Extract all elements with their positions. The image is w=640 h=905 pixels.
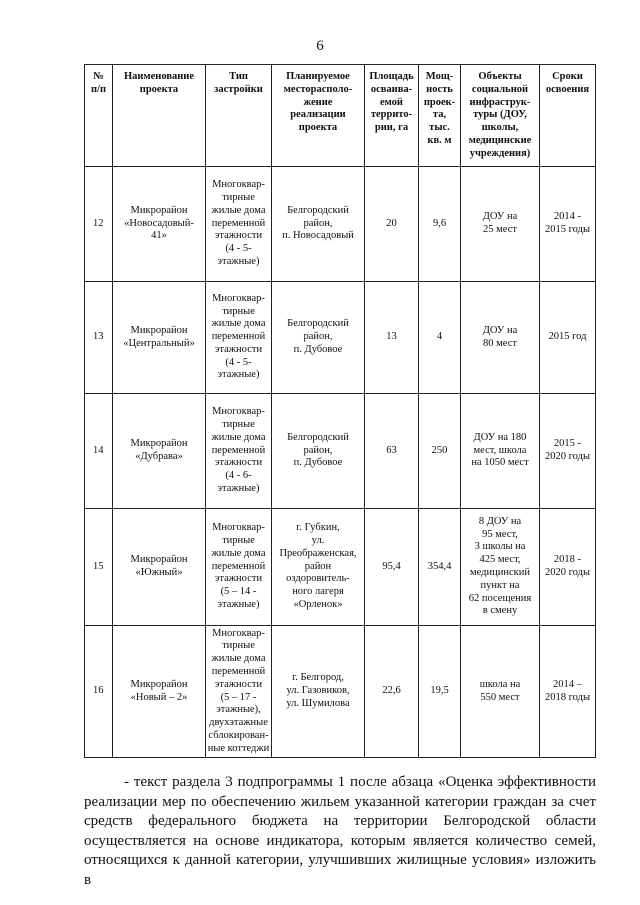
row-location: г. Губкин, ул. Преображенская, район оздоровитель- ного лагеря «Орленок» bbox=[272, 509, 365, 626]
row-building-type: Многоквар- тирные жилые дома переменной этажности (4 - 5- этажные) bbox=[206, 167, 272, 282]
row-building-type: Многоквар- тирные жилые дома переменной этажности (5 – 14 - этажные) bbox=[206, 509, 272, 626]
row-terms: 2014 - 2015 годы bbox=[540, 167, 596, 282]
header-area: Площадь осваива- емой террито- рии, га bbox=[365, 65, 419, 167]
row-location: Белгородский район, п. Дубовое bbox=[272, 282, 365, 394]
row-capacity: 19,5 bbox=[419, 626, 461, 758]
row-terms: 2015 - 2020 годы bbox=[540, 394, 596, 509]
page-number: 6 bbox=[316, 38, 324, 54]
header-terms: Сроки освоения bbox=[540, 65, 596, 167]
table-row bbox=[85, 282, 596, 394]
row-social-objects: ДОУ на 180 мест, школа на 1050 мест bbox=[461, 394, 540, 509]
projects-table bbox=[84, 64, 596, 758]
row-project-name: Микрорайон «Южный» bbox=[113, 509, 206, 626]
table-header-row bbox=[85, 65, 596, 167]
row-area: 20 bbox=[365, 167, 419, 282]
row-location: Белгородский район, п. Новосадовый bbox=[272, 167, 365, 282]
row-social-objects: ДОУ на 25 мест bbox=[461, 167, 540, 282]
header-location: Планируемое месторасполо- жение реализации проекта bbox=[272, 65, 365, 167]
row-social-objects: школа на 550 мест bbox=[461, 626, 540, 758]
row-location: Белгородский район, п. Дубовое bbox=[272, 394, 365, 509]
row-number: 12 bbox=[85, 167, 113, 282]
header-social-objects: Объекты социальной инфраструк- туры (ДОУ, школы, медицинские учреждения) bbox=[461, 65, 540, 167]
row-area: 95,4 bbox=[365, 509, 419, 626]
row-capacity: 250 bbox=[419, 394, 461, 509]
row-project-name: Микрорайон «Новый – 2» bbox=[113, 626, 206, 758]
body-paragraph: - текст раздела 3 подпрограммы 1 после абзаца «Оценка эффективности реализации мер по обеспечению жильем указанной категории граждан за счет средств федерального бюджета на территории Белгородской области осуществляется на основе индикатора, которым является количество семей, относящихся к данной категории, улучшивших жилищные условия» изложить в bbox=[84, 774, 596, 888]
row-number: 13 bbox=[85, 282, 113, 394]
row-area: 22,6 bbox=[365, 626, 419, 758]
row-social-objects: 8 ДОУ на 95 мест, 3 школы на 425 мест, медицинский пункт на 62 посещения в смену bbox=[461, 509, 540, 626]
row-terms: 2014 – 2018 годы bbox=[540, 626, 596, 758]
row-project-name: Микрорайон «Дубрава» bbox=[113, 394, 206, 509]
row-location: г. Белгород, ул. Газовиков, ул. Шумилова bbox=[272, 626, 365, 758]
row-capacity: 9,6 bbox=[419, 167, 461, 282]
row-terms: 2018 - 2020 годы bbox=[540, 509, 596, 626]
row-number: 15 bbox=[85, 509, 113, 626]
header-number: № п/п bbox=[85, 65, 113, 167]
table-row bbox=[85, 626, 596, 758]
row-capacity: 4 bbox=[419, 282, 461, 394]
table-row bbox=[85, 167, 596, 282]
table-row bbox=[85, 394, 596, 509]
row-capacity: 354,4 bbox=[419, 509, 461, 626]
row-building-type: Многоквар- тирные жилые дома переменной этажности (4 - 6- этажные) bbox=[206, 394, 272, 509]
row-building-type: Многоквар- тирные жилые дома переменной этажности (5 – 17 - этажные), двухэтажные сблокирован- ные коттеджи bbox=[206, 626, 272, 758]
row-building-type: Многоквар- тирные жилые дома переменной этажности (4 - 5- этажные) bbox=[206, 282, 272, 394]
row-number: 14 bbox=[85, 394, 113, 509]
header-capacity: Мощ- ность проек- та, тыс. кв. м bbox=[419, 65, 461, 167]
row-social-objects: ДОУ на 80 мест bbox=[461, 282, 540, 394]
row-area: 13 bbox=[365, 282, 419, 394]
row-terms: 2015 год bbox=[540, 282, 596, 394]
table-row bbox=[85, 509, 596, 626]
row-project-name: Микрорайон «Новосадовый- 41» bbox=[113, 167, 206, 282]
row-project-name: Микрорайон «Центральный» bbox=[113, 282, 206, 394]
row-area: 63 bbox=[365, 394, 419, 509]
row-number: 16 bbox=[85, 626, 113, 758]
header-building-type: Тип застройки bbox=[206, 65, 272, 167]
header-project-name: Наименование проекта bbox=[113, 65, 206, 167]
